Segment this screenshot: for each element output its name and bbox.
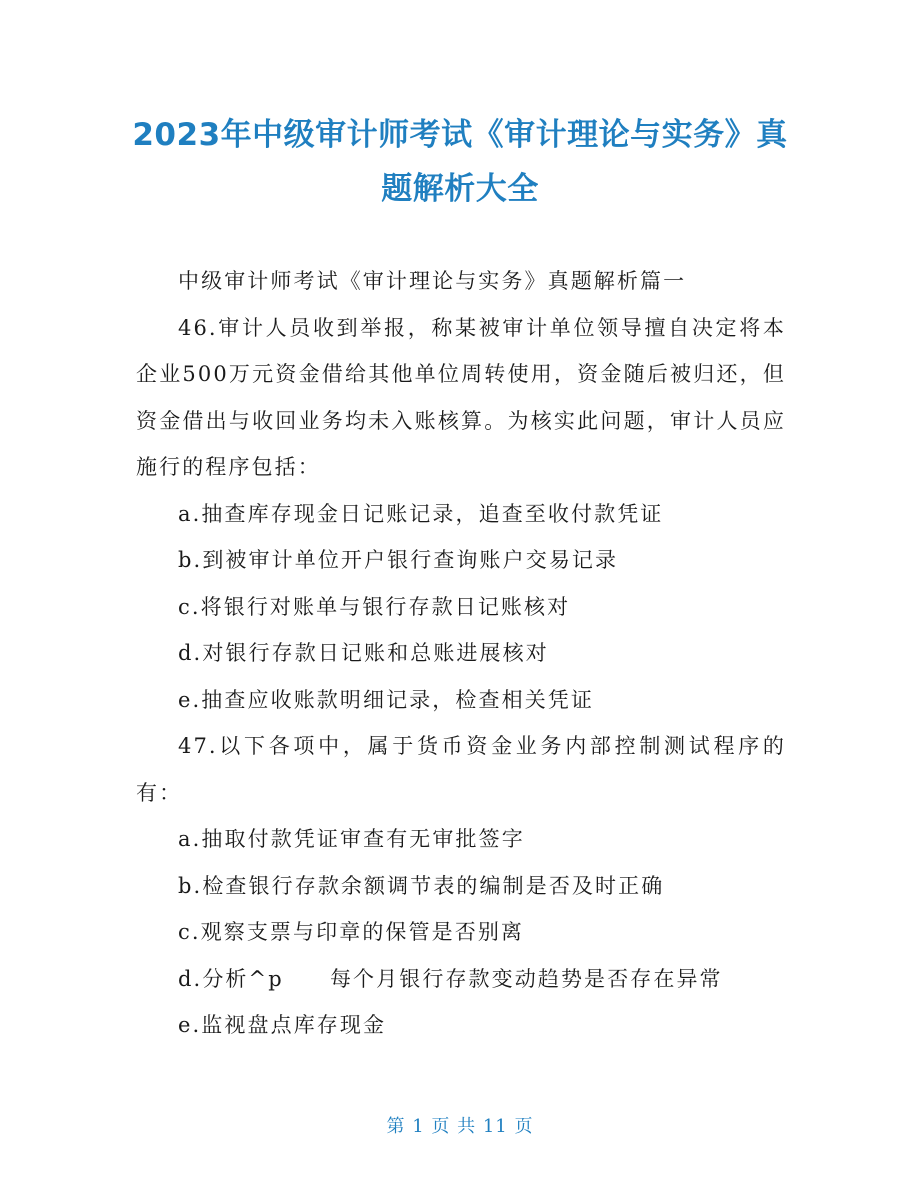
question-46-option-a: a.抽查库存现金日记账记录，追查至收付款凭证 [178,501,664,526]
question-46-option-e: e.抽查应收账款明细记录，检查相关凭证 [178,687,595,712]
question-46-option-c: c.将银行对账单与银行存款日记账核对 [178,594,571,619]
document-body [136,258,786,1049]
question-47-option-d: d.分析^p 每个月银行存款变动趋势是否存在异常 [178,966,723,991]
question-47-option-b: b.检查银行存款余额调节表的编制是否及时正确 [178,873,665,898]
question-47-option-e: e.监视盘点库存现金 [178,1013,387,1037]
question-46-option-b: b.到被审计单位开户银行查询账户交易记录 [178,548,619,572]
question-47-option-c: c.观察支票与印章的保管是否别离 [178,920,525,944]
document-title: 2023年中级审计师考试《审计理论与实务》真题解析大全 [132,117,788,207]
question-46-option-d: d.对银行存款日记账和总账进展核对 [178,641,549,665]
question-47-stem: 47.以下各项中，属于货币资金业务内部控制测试程序的有： [136,734,786,805]
page-indicator: 第 1 页 共 11 页 [386,1116,534,1137]
question-46-stem: 46.审计人员收到举报，称某被审计单位领导擅自决定将本企业500万元资金借给其他单位周转使用，资金随后被归还，但资金借出与收回业务均未入账核算。为核实此问题，审计人员应施行的程序包括： [136,315,786,479]
section-heading: 中级审计师考试《审计理论与实务》真题解析篇一 [178,269,687,293]
question-47-option-a: a.抽取付款凭证审查有无审批签字 [178,827,525,851]
